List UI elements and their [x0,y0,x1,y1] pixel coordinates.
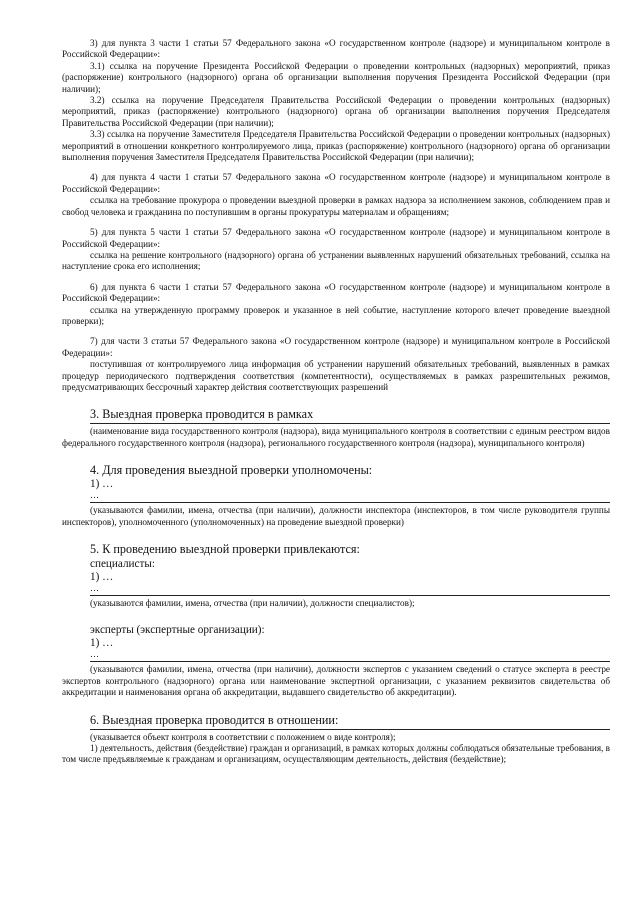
item-5-lead: 5) для пункта 5 части 1 статьи 57 Федерального закона «О государственном контроле (надзоре) и муниципальном контроле в Российской Федерации»: [62,227,610,249]
section-5-dots: … [90,583,99,593]
section-6-heading: 6. Выездная проверка проводится в отношении: [90,712,339,727]
section-5-specialists-note: (указываются фамилии, имена, отчества (при наличии), должности специалистов); [90,598,415,608]
section-6-item-1: 1) деятельность, действия (бездействие) граждан и организаций, в рамках которых должны соблюдаться обязательные требования, в том числе предъявляемые к гражданам и организациям, осуществляющим деятельность, действия (бездействие); [62,743,610,765]
item-3-2: 3.2) ссылка на поручение Председателя Правительства Российской Федерации о проведении контрольных (надзорных) мероприятий, приказ (распоряжение) контрольного (надзорного) органа об организации выполнения поручения Председателя Правительства Российской Федерации (при наличии); [62,95,610,128]
section-3-heading-line [90,407,610,424]
item-3-lead: 3) для пункта 3 части 1 статьи 57 Федерального закона «О государственном контроле (надзоре) и муниципальном контроле в Российской Федерации»: [62,38,610,60]
item-3-1: 3.1) ссылка на поручение Президента Российской Федерации о проведении контрольных (надзорных) мероприятий, приказ (распоряжение) контрольного (надзорного) органа об организации выполнения поручения Президента Российской Федерации (при наличии); [62,60,610,94]
section-5-line-2: 1) … [90,637,114,650]
section-6-heading-line [90,713,610,730]
section-6-note: (указывается объект контроля в соответствии с положением о виде контроля); [90,731,396,742]
section-4-fill-line [90,500,610,503]
item-6-lead: 6) для пункта 6 части 1 статьи 57 Федерального закона «О государственном контроле (надзоре) и муниципальном контроле в Российской Федерации»: [62,281,610,304]
section-4-line-1: 1) … [90,478,114,491]
section-5-fill-line-1 [90,593,610,596]
section-4-note: (указываются фамилии, имена, отчества (при наличии), должности инспектора (инспекторов, в том числе руководителя группы инспекторов), уполномоченного (уполномоченных) на проведение выездной проверки) [62,505,610,527]
section-5-specialists-label: специалисты: [90,558,156,570]
document-page [62,38,610,766]
item-4-1: ссылка на требование прокурора о проведении выездной проверки в рамках надзора за исполнением законов, соблюдением прав и свобод человека и гражданина по поступившим в органы прокуратуры материалам и обращениям; [62,195,610,217]
item-7-1: поступившая от контролируемого лица информация об устранении нарушений обязательных требований, выявленных в рамках процедур периодического подтверждения соответствия (компетентности), осуществляемых в рамках разрешительных режимов, предусматривающих бессрочный характер действия соответствующих разрешений [62,359,610,392]
item-4-lead: 4) для пункта 4 части 1 статьи 57 Федерального закона «О государственном контроле (надзоре) и муниципальном контроле в Российской Федерации»: [62,172,610,194]
section-3-heading: 3. Выездная проверка проводится в рамках [90,407,314,422]
section-5-experts-label: эксперты (экспертные организации): [90,624,265,637]
section-5-experts-note: (указываются фамилии, имена, отчества (при наличии), должности экспертов с указанием сведений о статусе эксперта в реестре экспертов контрольного (надзорного) органа или наименование экспертной организации, с указанием реквизитов свидетельства об аккредитации и наименования органа об аккредитации, выдавшего свидетельство об аккредитации). [62,664,610,698]
item-3-3: 3.3) ссылка на поручение Заместителя Председателя Правительства Российской Федерации о проведении контрольных (надзорных) мероприятий в отношении конкретного контролируемого лица, приказ (распоряжение) контрольного (надзорного) органа об организации выполнения поручения Заместителя Председателя Правительства Российской Федерации (при наличии); [62,129,610,163]
item-5-1: ссылка на решение контрольного (надзорного) органа об устранении выявленных нарушений обязательных требований, ссылка на наступление срока его исполнения; [62,249,610,272]
section-3-note: (наименование вида государственного контроля (надзора), вида муниципального контроля в соответствии с единым реестром видов федерального государственного контроля (надзора), регионального государственного контроля (надзора), муниципального контроля) [62,426,610,448]
item-6-1: ссылка на утвержденную программу проверок и указанное в ней событие, наступление которого влечет проведение выездной проверки); [62,304,610,326]
section-4-dots: … [90,490,99,501]
section-5-fill-line-2 [90,659,610,662]
item-7-lead: 7) для части 3 статьи 57 Федерального закона «О государственном контроле (надзоре) и муниципальном контроле в Российской Федерации»: [62,336,610,358]
section-4-heading: 4. Для проведения выездной проверки уполномочены: [90,463,373,478]
section-5-dots-2: … [90,649,99,660]
section-5-heading: 5. К проведению выездной проверки привлекаются: [90,542,360,556]
section-5-line-1: 1) … [90,571,114,583]
